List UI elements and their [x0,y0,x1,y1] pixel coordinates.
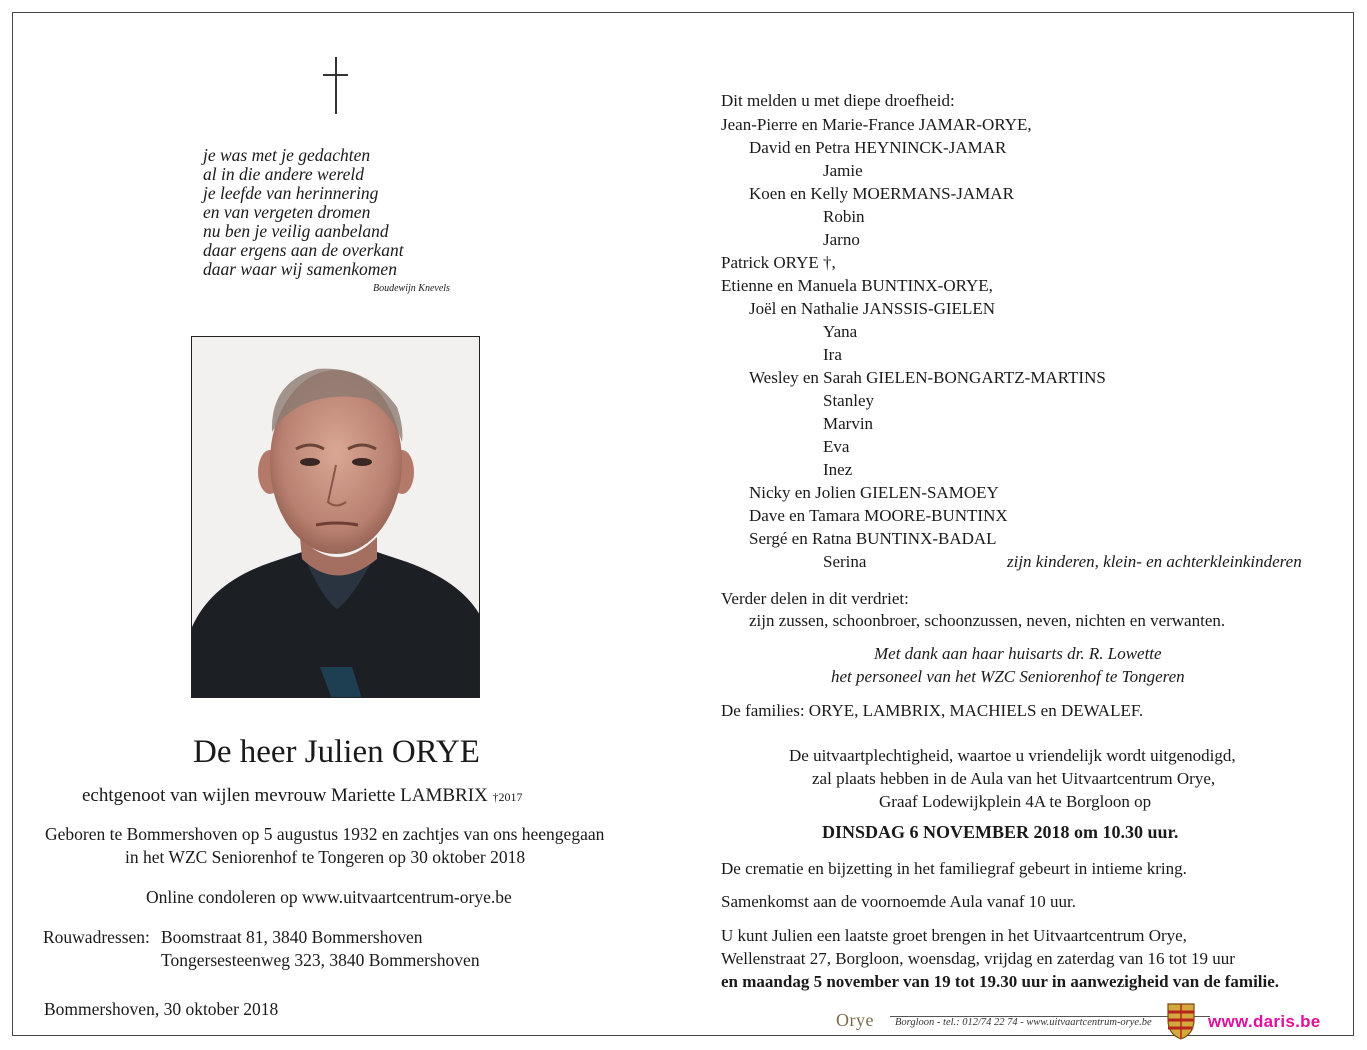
family-line: Patrick ORYE †, [721,253,836,272]
gathering-note: Samenkomst aan de voornoemde Aula vanaf 10 uur. [721,892,1077,911]
watermark: www.daris.be [1208,1012,1321,1031]
birth-line-2: in het WZC Seniorenhof te Tongeren op 30 oktober 2018 [125,847,526,867]
spouse-text: echtgenoot van wijlen mevrouw Mariette LAMBRIX [82,785,493,806]
family-line: Koen en Kelly MOERMANS-JAMAR [749,184,1014,203]
place-date: Bommershoven, 30 oktober 2018 [44,999,279,1019]
poem-author: Boudewijn Knevels [373,283,450,294]
family-line: Jean-Pierre en Marie-France JAMAR-ORYE, [721,115,1032,134]
visit-line-2: Wellenstraat 27, Borgloon, woensdag, vrijdag en zaterdag van 16 tot 19 uur [721,949,1235,968]
family-line: Etienne en Manuela BUNTINX-ORYE, [721,276,993,295]
family-line: Inez [823,460,853,479]
spouse-line [82,785,523,807]
further-intro: Verder delen in dit verdriet: [721,589,909,608]
family-line: Yana [823,322,858,341]
poem-line: al in die andere wereld [203,164,365,184]
family-intro: Dit melden u met diepe droefheid: [721,91,955,110]
spouse-year: †2017 [492,790,523,804]
poem-line: je leefde van herinnering [203,183,379,203]
poem-line: daar waar wij samenkomen [203,259,397,279]
ceremony-line-3: Graaf Lodewijkplein 4A te Borgloon op [879,792,1152,811]
address-2: Tongersesteenweg 323, 3840 Bommershoven [161,950,480,970]
address-label: Rouwadressen: [43,927,150,947]
family-line: Dave en Tamara MOORE-BUNTINX [749,506,1008,525]
poem-line: nu ben je veilig aanbeland [203,221,389,241]
deceased-name: De heer Julien ORYE [193,734,480,770]
poem [203,146,404,279]
further-relatives: zijn zussen, schoonbroer, schoonzussen, neven, nichten en verwanten. [749,611,1226,630]
visit-line-1: U kunt Julien een laatste groet brengen in het Uitvaartcentrum Orye, [721,926,1187,945]
poem-line: daar ergens aan de overkant [203,240,404,260]
family-line: Jamie [823,161,863,180]
family-line: Sergé en Ratna BUNTINX-BADAL [749,529,997,548]
coat-of-arms-icon [1166,1000,1196,1040]
children-note: zijn kinderen, klein- en achterkleinkinderen [1007,552,1302,571]
families-line: De families: ORYE, LAMBRIX, MACHIELS en DEWALEF. [721,701,1144,720]
family-line: Robin [823,207,865,226]
ceremony-line-2: zal plaats hebben in de Aula van het Uitvaartcentrum Orye, [812,769,1216,788]
family-line: Serina [823,552,867,571]
visit-line-3: en maandag 5 november van 19 tot 19.30 uur in aanwezigheid van de familie. [721,972,1280,991]
footer-contact: Borgloon - tel.: 012/74 22 74 - www.uitvaartcentrum-orye.be [895,1017,1152,1028]
ceremony-line-1: De uitvaartplechtigheid, waartoe u vriendelijk wordt uitgenodigd, [789,746,1236,765]
family-line: Wesley en Sarah GIELEN-BONGARTZ-MARTINS [749,368,1106,387]
family-line: Joël en Nathalie JANSSIS-GIELEN [749,299,995,318]
family-line: Nicky en Jolien GIELEN-SAMOEY [749,483,999,502]
family-line: Marvin [823,414,874,433]
portrait-photo [191,336,480,698]
funeral-home-logo: Orye [836,1010,874,1030]
thanks-line-1: Met dank aan haar huisarts dr. R. Lowette [874,644,1162,663]
thanks-line-2: het personeel van het WZC Seniorenhof te Tongeren [831,667,1185,686]
poem-line: je was met je gedachten [203,145,371,165]
poem-line: en van vergeten dromen [203,202,371,222]
family-line: Ira [823,345,842,364]
cremation-note: De crematie en bijzetting in het familiegraf gebeurt in intieme kring. [721,859,1187,878]
family-line: Jarno [823,230,860,249]
family-line: David en Petra HEYNINCK-JAMAR [749,138,1007,157]
family-line: Stanley [823,391,874,410]
birth-line-1: Geboren te Bommershoven op 5 augustus 1932 en zachtjes van ons heengegaan [45,824,605,844]
family-line: Eva [823,437,850,456]
online-condolence: Online condoleren op www.uitvaartcentrum-orye.be [146,887,512,907]
address-1: Boomstraat 81, 3840 Bommershoven [161,927,423,947]
ceremony-date: DINSDAG 6 NOVEMBER 2018 om 10.30 uur. [822,822,1179,842]
